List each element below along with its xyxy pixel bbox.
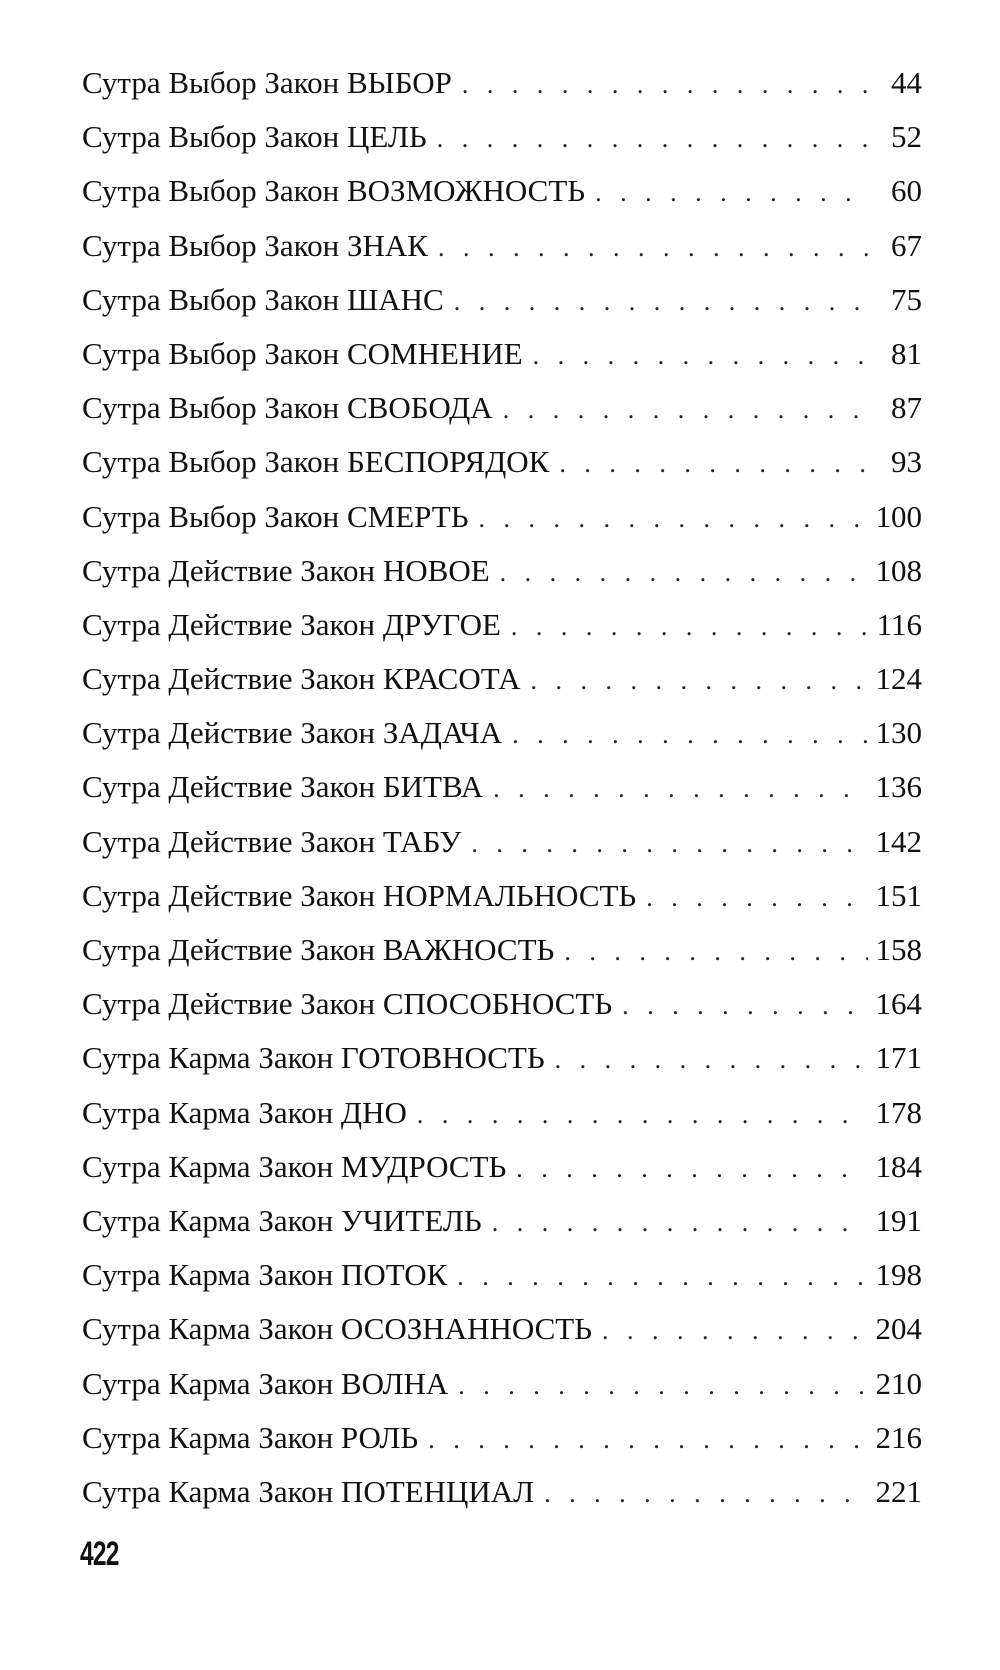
toc-entry [82,110,922,164]
toc-entry-page-number: 171 [875,1040,922,1076]
toc-entry-title: Сутра Действие Закон НОВОЕ [82,552,490,588]
toc-dot-leader [428,1413,868,1467]
toc-entry [82,327,922,381]
toc-entry [82,869,922,923]
toc-entry [82,219,922,273]
toc-entry-title: Сутра Выбор Закон СМЕРТЬ [82,498,469,534]
toc-entry-page-number: 221 [875,1473,922,1509]
toc-entry-page-number: 93 [891,444,922,480]
toc-entry-title: Сутра Выбор Закон СОМНЕНИЕ [82,335,523,371]
toc-dot-leader [500,546,868,600]
toc-entry [82,706,922,760]
toc-dot-leader [555,1033,868,1087]
toc-dot-leader [462,58,868,112]
toc-entry [82,544,922,598]
toc-entry [82,923,922,977]
toc-entry-page-number: 108 [875,552,922,588]
toc-entry-title: Сутра Карма Закон ДНО [82,1094,407,1130]
toc-entry-page-number: 142 [875,823,922,859]
toc-dot-leader [531,654,868,708]
toc-dot-leader [516,1142,868,1196]
toc-dot-leader [454,275,868,329]
toc-entry-page-number: 158 [875,932,922,967]
toc-entry-page-number: 136 [875,769,922,805]
toc-entry [82,435,922,489]
toc-entry-title: Сутра Выбор Закон ШАНС [82,281,444,317]
toc-entry-title: Сутра Карма Закон ВОЛНА [82,1365,449,1401]
toc-entry [82,1357,922,1411]
toc-entry-page-number: 130 [875,715,922,751]
toc-dot-leader [471,817,868,871]
toc-entry-page-number: 52 [891,119,922,155]
toc-entry-page-number: 184 [875,1148,922,1184]
toc-entry-title: Сутра Карма Закон ГОТОВНОСТЬ [82,1040,545,1076]
toc-entry [82,1465,922,1519]
toc-entry [82,490,922,544]
toc-entry-page-number: 151 [875,877,922,913]
page-number: 422 [80,1535,119,1573]
toc-entry-title: Сутра Выбор Закон ЗНАК [82,227,428,263]
toc-entry-title: Сутра Действие Закон БИТВА [82,769,484,805]
toc-entry-page-number: 87 [891,390,922,426]
toc-dot-leader [511,600,868,654]
toc-entry [82,815,922,869]
toc-dot-leader [533,329,868,383]
toc-dot-leader [544,1467,868,1521]
toc-dot-leader [493,762,868,816]
toc-dot-leader [559,437,868,491]
toc-dot-leader [646,871,868,925]
toc-entry-title: Сутра Карма Закон МУДРОСТЬ [82,1148,507,1184]
toc-entry [82,1194,922,1248]
toc-dot-leader [417,1088,868,1142]
toc-entry-title: Сутра Карма Закон РОЛЬ [82,1419,419,1455]
toc-entry-title: Сутра Действие Закон ДРУГОЕ [82,606,501,642]
toc-dot-leader [437,112,868,166]
toc-entry [82,1248,922,1302]
toc-dot-leader [503,383,868,437]
toc-entry [82,381,922,435]
toc-dot-leader [438,221,868,275]
toc-entry-page-number: 124 [875,661,922,697]
toc-entry-title: Сутра Выбор Закон ВОЗМОЖНОСТЬ [82,173,586,209]
toc-entry [82,1031,922,1085]
toc-entry-page-number: 210 [875,1365,922,1401]
toc-entry-page-number: 164 [875,986,922,1022]
toc-entry-page-number: 116 [876,606,922,642]
toc-entry-page-number: 216 [875,1419,922,1455]
toc-entry-title: Сутра Действие Закон ТАБУ [82,823,462,859]
toc-entry [82,56,922,110]
toc-dot-leader [602,1304,868,1358]
toc-entry-title: Сутра Действие Закон КРАСОТА [82,661,521,697]
toc-entry [82,1140,922,1194]
toc-entry [82,1302,922,1356]
toc-entry-title: Сутра Выбор Закон ЦЕЛЬ [82,119,427,155]
toc-entry-title: Сутра Действие Закон СПОСОБНОСТЬ [82,986,613,1022]
toc-entry-title: Сутра Карма Закон ПОТЕНЦИАЛ [82,1473,535,1509]
toc-entry-page-number: 178 [875,1094,922,1130]
toc-entry-page-number: 204 [875,1311,922,1347]
toc-entry [82,273,922,327]
toc-entry-title: Сутра Карма Закон ПОТОК [82,1257,448,1293]
toc-dot-leader [595,166,868,220]
toc-entry-title: Сутра Карма Закон УЧИТЕЛЬ [82,1202,482,1238]
toc-entry [82,977,922,1031]
toc-entry-page-number: 67 [891,227,922,263]
toc-dot-leader [479,492,868,546]
toc-entry-page-number: 191 [875,1202,922,1238]
toc-entry-title: Сутра Действие Закон ЗАДАЧА [82,715,503,751]
toc-dot-leader [564,925,868,979]
toc-entry [82,1086,922,1140]
toc-entry-page-number: 100 [875,498,922,534]
toc-entry-page-number: 60 [891,173,922,209]
toc-entry-page-number: 198 [875,1257,922,1293]
toc-entry-page-number: 81 [891,335,922,371]
toc-entry [82,652,922,706]
toc-dot-leader [492,1196,868,1250]
toc-dot-leader [458,1359,868,1413]
toc-entry-title: Сутра Действие Закон НОРМАЛЬНОСТЬ [82,877,637,913]
table-of-contents [82,56,922,1519]
toc-entry-title: Сутра Выбор Закон ВЫБОР [82,65,452,100]
toc-dot-leader [512,708,868,762]
toc-entry-page-number: 44 [891,65,922,100]
toc-dot-leader [457,1250,868,1304]
toc-entry [82,1411,922,1465]
toc-entry-title: Сутра Выбор Закон СВОБОДА [82,390,493,426]
toc-entry [82,760,922,814]
toc-entry [82,598,922,652]
toc-dot-leader [622,979,868,1033]
toc-entry-title: Сутра Карма Закон ОСОЗНАННОСТЬ [82,1311,593,1347]
toc-entry-title: Сутра Выбор Закон БЕСПОРЯДОК [82,444,550,480]
toc-entry-title: Сутра Действие Закон ВАЖНОСТЬ [82,932,555,967]
toc-entry [82,164,922,218]
toc-entry-page-number: 75 [891,281,922,317]
